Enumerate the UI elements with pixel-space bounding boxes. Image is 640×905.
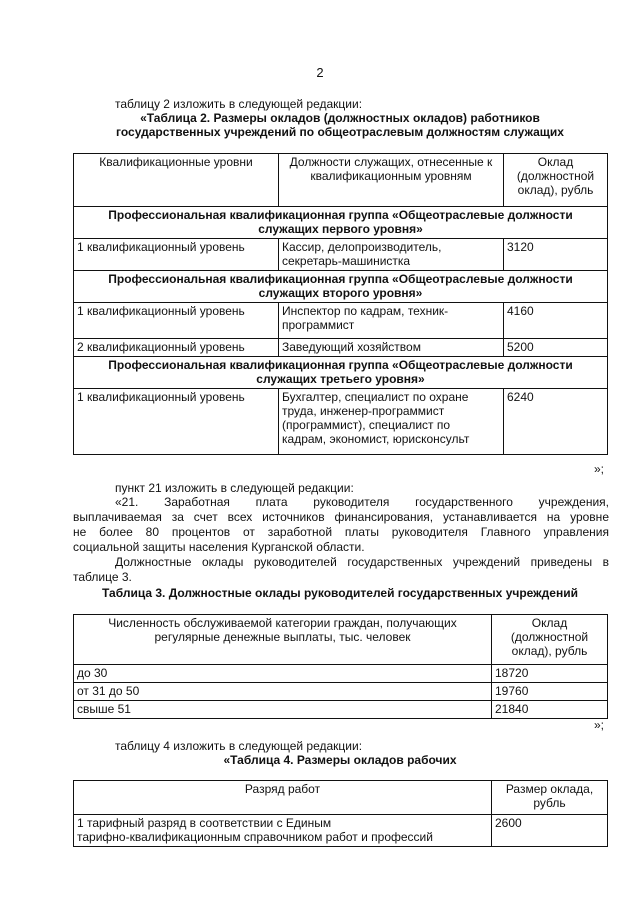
table2-position-line: Бухгалтер, специалист по охране — [282, 390, 469, 404]
table3-salary-cell: 18720 — [492, 665, 608, 683]
table2-position-line: Инспектор по кадрам, техник- — [282, 304, 449, 318]
table4-grade-cell — [74, 815, 492, 847]
table2-position-cell — [279, 303, 504, 339]
table2-level-cell: 1 квалификационный уровень — [74, 303, 279, 339]
table3 — [73, 614, 608, 719]
table4-header-salary-line2: рубль — [533, 796, 566, 810]
table3-header-count-line1: Численность обслуживаемой категории граждан, получающих — [108, 616, 457, 630]
point21-line3: не более 80 процентов от заработной платы руководителя Главного управления — [73, 525, 609, 539]
table2-position-cell — [279, 389, 504, 455]
table2-salary-cell: 4160 — [504, 303, 608, 339]
table2-header-positions-line1: Должности служащих, отнесенные к — [289, 155, 493, 169]
table2-header-salary-line3: оклад), рубль — [517, 183, 594, 197]
table2-title-line2: государственных учреждений по общеотраслевым должностям служащих — [116, 125, 564, 139]
table-row — [74, 389, 608, 455]
table4-title: «Таблица 4. Размеры окладов рабочих — [223, 753, 457, 767]
table4-grade-line: тарифно-квалификационным справочником работ и профессий — [77, 830, 433, 844]
table2-closing-quote: »; — [594, 462, 605, 476]
intro-point21: пункт 21 изложить в следующей редакции: — [115, 481, 354, 495]
table2 — [73, 153, 608, 455]
table3-header-salary-line2: (должностной — [510, 630, 589, 644]
table2-group2-line2: служащих второго уровня» — [258, 286, 423, 300]
table2-position-line: секретарь-машинистка — [282, 254, 411, 268]
table3-closing-quote: »; — [594, 718, 605, 732]
table2-group1-line2: служащих первого уровня» — [258, 222, 423, 236]
table2-position-line: труда, инженер-программист — [282, 404, 445, 418]
table2-group1-line1: Профессиональная квалификационная группа «Общеотраслевые должности — [108, 208, 573, 222]
table2-title-line1: «Таблица 2. Размеры окладов (должностных окладов) работников — [140, 111, 540, 125]
table2-group2-heading — [74, 271, 608, 303]
table2-header-positions — [279, 154, 504, 207]
table2-header-row — [74, 154, 608, 207]
table4-header-grade: Разряд работ — [74, 781, 492, 815]
table4-grade-line: 1 тарифный разряд в соответствии с Единым — [77, 816, 332, 830]
table2-header-salary-line2: (должностной — [516, 169, 595, 183]
table2-group2-line1: Профессиональная квалификационная группа «Общеотраслевые должности — [108, 272, 573, 286]
point21-line4: социальной защиты населения Курганской области. — [73, 540, 365, 554]
table3-header-row — [74, 615, 608, 665]
table3-range-cell: свыше 51 — [74, 701, 492, 719]
table3-header-count-line2: регулярные денежные выплаты, тыс. человек — [154, 630, 411, 644]
table3-header-salary-line3: оклад), рубль — [511, 644, 588, 658]
table-row — [74, 339, 608, 357]
page-number: 2 — [316, 65, 324, 80]
table2-level-cell: 2 квалификационный уровень — [74, 339, 279, 357]
table-row — [74, 815, 608, 847]
table4-header-salary-line1: Размер оклада, — [505, 782, 594, 796]
table2-salary-cell: 5200 — [504, 339, 608, 357]
table3-header-count — [74, 615, 492, 665]
table-row — [74, 665, 608, 683]
table2-position-line: (программист), специалист по — [282, 418, 451, 432]
table3-range-cell: от 31 до 50 — [74, 683, 492, 701]
table4-header-row — [74, 781, 608, 815]
table2-position-line: кадрам, экономист, юрисконсульт — [282, 432, 470, 446]
table2-header-levels: Квалификационные уровни — [74, 154, 279, 207]
table3-header-salary-line1: Оклад — [531, 616, 568, 630]
intro-table4: таблицу 4 изложить в следующей редакции: — [115, 739, 363, 753]
table3-salary-cell: 19760 — [492, 683, 608, 701]
table4-header-salary — [492, 781, 608, 815]
table-row — [74, 701, 608, 719]
table2-group3-heading — [74, 357, 608, 389]
table2-position-line: Кассир, делопроизводитель, — [282, 240, 442, 254]
table2-group3-line1: Профессиональная квалификационная группа «Общеотраслевые должности — [108, 358, 573, 372]
table2-group1-row — [74, 207, 608, 239]
table2-position-cell: Заведующий хозяйством — [279, 339, 504, 357]
table2-group3-row — [74, 357, 608, 389]
point21-line6: таблице 3. — [73, 570, 132, 584]
table-row — [74, 683, 608, 701]
table2-salary-cell: 6240 — [504, 389, 608, 455]
table3-range-cell: до 30 — [74, 665, 492, 683]
table2-level-cell: 1 квалификационный уровень — [74, 389, 279, 455]
table2-position-line: программист — [282, 318, 355, 332]
table2-group3-line2: служащих третьего уровня» — [256, 372, 425, 386]
table2-level-cell: 1 квалификационный уровень — [74, 239, 279, 271]
table-row — [74, 239, 608, 271]
table3-salary-cell: 21840 — [492, 701, 608, 719]
table2-position-cell — [279, 239, 504, 271]
point21-line2: выплачиваемая за счет всех источников финансирования, устанавливается на уровне — [73, 510, 609, 524]
table2-header-positions-line2: квалификационным уровням — [310, 169, 472, 183]
table3-title: Таблица 3. Должностные оклады руководителей государственных учреждений — [102, 586, 578, 600]
table2-group1-heading — [74, 207, 608, 239]
table2-header-salary-line1: Оклад — [537, 155, 574, 169]
table4 — [73, 780, 608, 847]
table2-salary-cell: 3120 — [504, 239, 608, 271]
table2-header-salary — [504, 154, 608, 207]
point21-line1: «21. Заработная плата руководителя государственного учреждения, — [115, 495, 609, 509]
table2-group2-row — [74, 271, 608, 303]
table-row — [74, 303, 608, 339]
intro-table2: таблицу 2 изложить в следующей редакции: — [115, 97, 363, 111]
table4-salary-cell: 2600 — [492, 815, 608, 847]
point21-line5: Должностные оклады руководителей государственных учреждений приведены в — [115, 555, 609, 569]
table3-header-salary — [492, 615, 608, 665]
